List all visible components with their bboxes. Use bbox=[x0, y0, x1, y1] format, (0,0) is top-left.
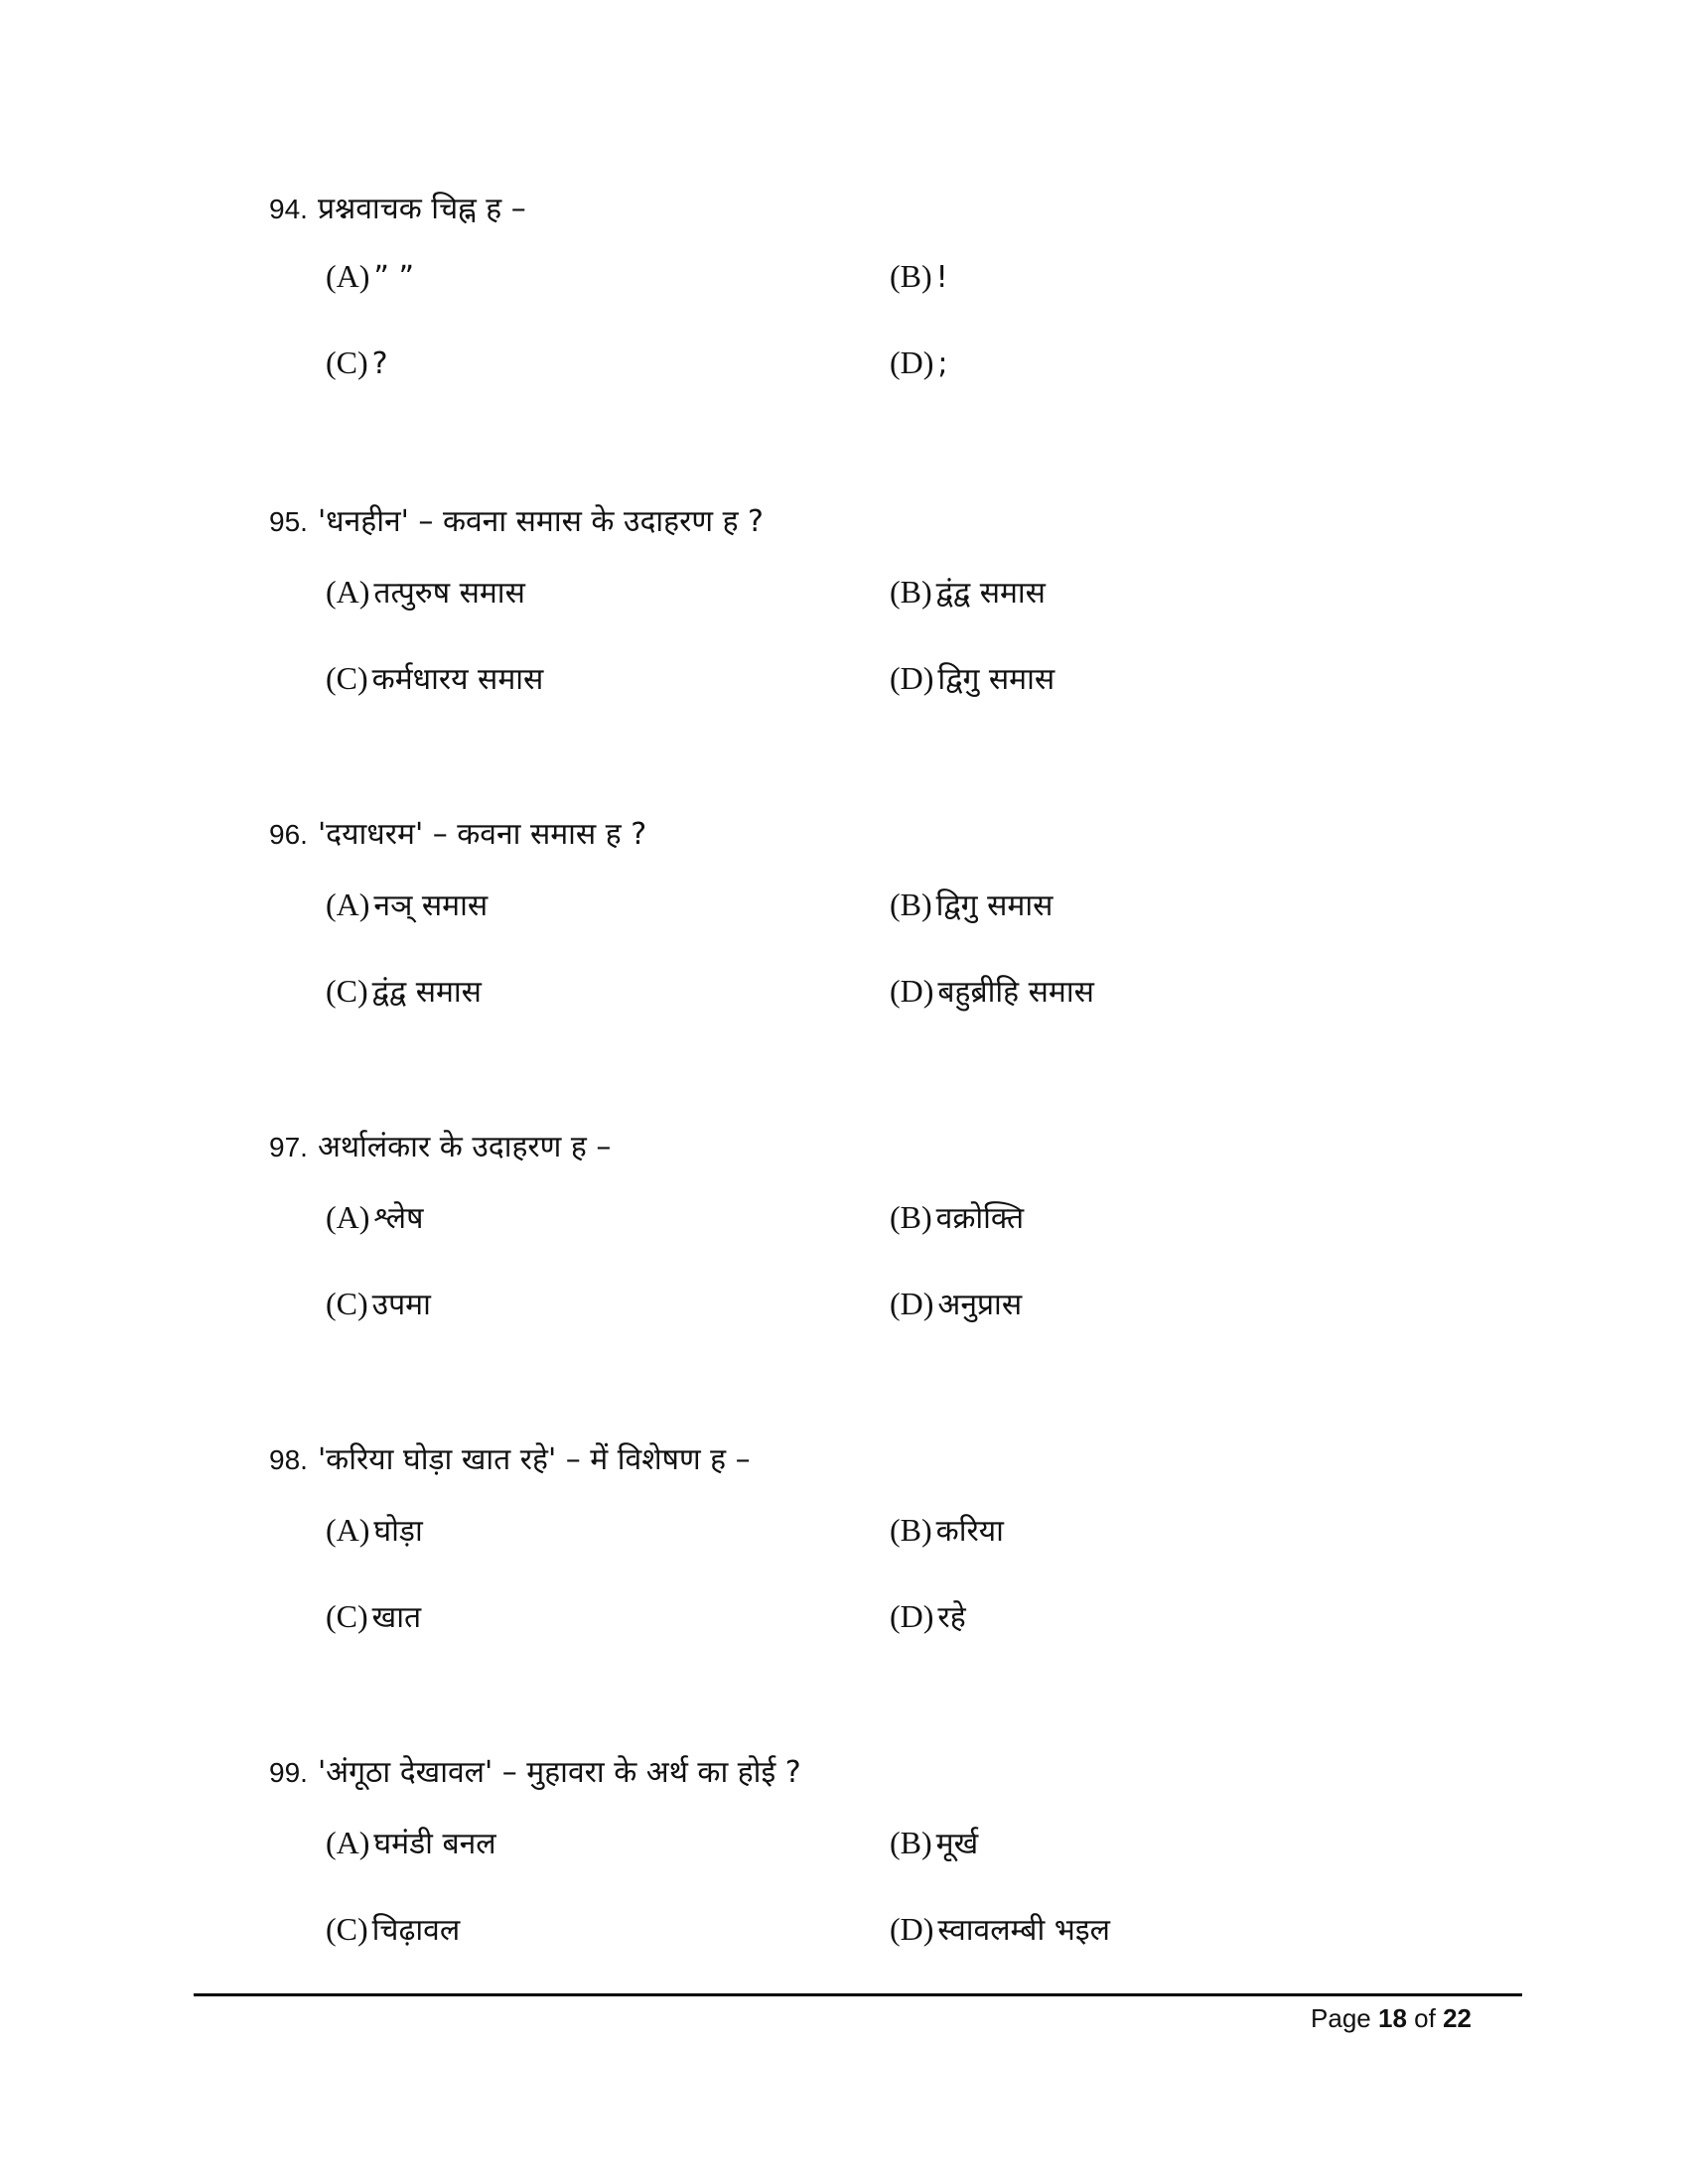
question-stem: 'अंगूठा देखावल' – मुहावरा के अर्थ का होई ? bbox=[317, 1755, 801, 1790]
option-d bbox=[890, 970, 1094, 1011]
option-label: (B) bbox=[890, 574, 932, 610]
option-b bbox=[890, 884, 1053, 924]
option-d bbox=[890, 1908, 1110, 1949]
option-text: ! bbox=[935, 260, 948, 295]
option-a bbox=[326, 1196, 423, 1237]
option-text: अनुप्रास bbox=[937, 1288, 1023, 1322]
option-label: (A) bbox=[326, 258, 370, 294]
question-number: 99. bbox=[269, 1757, 308, 1788]
option-text: द्वंद्व समास bbox=[371, 975, 482, 1010]
question-text bbox=[269, 1125, 611, 1165]
question-stem: 'करिया घोड़ा खात रहे' – में विशेषण ह – bbox=[317, 1442, 751, 1477]
option-a bbox=[326, 884, 488, 924]
footer-divider bbox=[194, 1993, 1522, 1996]
option-text: तत्पुरुष समास bbox=[373, 576, 525, 611]
current-page: 18 bbox=[1378, 2003, 1407, 2033]
question-97 bbox=[269, 1125, 1510, 1403]
question-99 bbox=[269, 1750, 1510, 2028]
option-label: (B) bbox=[890, 887, 932, 922]
option-text: उपमा bbox=[371, 1288, 431, 1322]
option-label: (A) bbox=[326, 887, 370, 922]
option-text: चिढ़ावल bbox=[371, 1913, 461, 1948]
option-text: बहुब्रीहि समास bbox=[937, 975, 1094, 1010]
question-number: 97. bbox=[269, 1132, 308, 1162]
option-text: द्वंद्व समास bbox=[935, 576, 1046, 611]
option-c bbox=[326, 344, 388, 381]
option-a bbox=[326, 1509, 423, 1550]
page-word: Page bbox=[1311, 2003, 1371, 2033]
option-label: (C) bbox=[326, 660, 368, 696]
option-b bbox=[890, 1822, 978, 1862]
option-label: (B) bbox=[890, 1512, 932, 1548]
option-text: ” ” bbox=[373, 260, 415, 295]
option-text: खात bbox=[371, 1600, 422, 1635]
option-text: वक्रोक्ति bbox=[935, 1201, 1025, 1236]
option-text: श्लेष bbox=[373, 1201, 424, 1236]
option-text: द्विगु समास bbox=[935, 888, 1054, 923]
question-number: 96. bbox=[269, 819, 308, 850]
option-label: (B) bbox=[890, 258, 932, 294]
option-c bbox=[326, 657, 543, 698]
question-98 bbox=[269, 1437, 1510, 1715]
option-label: (A) bbox=[326, 1512, 370, 1548]
of-word: of bbox=[1414, 2003, 1436, 2033]
option-label: (D) bbox=[890, 344, 934, 380]
question-text bbox=[269, 499, 764, 540]
question-stem: अर्थालंकार के उदाहरण ह – bbox=[317, 1130, 612, 1164]
option-a bbox=[326, 1822, 496, 1862]
option-text: ; bbox=[937, 346, 948, 381]
option-label: (B) bbox=[890, 1825, 932, 1860]
option-c bbox=[326, 1283, 431, 1323]
option-b bbox=[890, 258, 948, 295]
option-label: (C) bbox=[326, 1911, 368, 1947]
option-c bbox=[326, 970, 482, 1011]
question-number: 98. bbox=[269, 1444, 308, 1475]
question-number: 94. bbox=[269, 194, 308, 224]
option-a bbox=[326, 258, 414, 295]
option-a bbox=[326, 571, 525, 612]
option-text: द्विगु समास bbox=[937, 662, 1055, 697]
option-label: (A) bbox=[326, 574, 370, 610]
option-label: (D) bbox=[890, 660, 934, 696]
option-d bbox=[890, 344, 948, 381]
option-label: (A) bbox=[326, 1199, 370, 1235]
option-text: मूर्ख bbox=[935, 1827, 979, 1861]
page-number bbox=[1311, 2003, 1472, 2034]
option-d bbox=[890, 1283, 1022, 1323]
question-stem: 'दयाधरम' – कवना समास ह ? bbox=[317, 817, 647, 852]
option-text: कर्मधारय समास bbox=[371, 662, 544, 697]
option-label: (A) bbox=[326, 1825, 370, 1860]
question-94 bbox=[269, 187, 1510, 465]
option-text: ? bbox=[371, 346, 388, 381]
option-text: नञ् समास bbox=[373, 888, 489, 923]
option-label: (C) bbox=[326, 344, 368, 380]
option-label: (B) bbox=[890, 1199, 932, 1235]
question-stem: प्रश्नवाचक चिह्न ह – bbox=[317, 192, 526, 226]
question-text bbox=[269, 187, 526, 227]
question-text bbox=[269, 812, 646, 853]
option-label: (D) bbox=[890, 1286, 934, 1321]
question-text bbox=[269, 1437, 751, 1478]
question-text bbox=[269, 1750, 801, 1791]
option-b bbox=[890, 1196, 1024, 1237]
option-text: रहे bbox=[937, 1600, 966, 1635]
option-label: (D) bbox=[890, 973, 934, 1009]
option-label: (C) bbox=[326, 1286, 368, 1321]
question-stem: 'धनहीन' – कवना समास के उदाहरण ह ? bbox=[317, 504, 764, 539]
option-text: घमंडी बनल bbox=[373, 1827, 496, 1861]
option-d bbox=[890, 657, 1055, 698]
question-number: 95. bbox=[269, 506, 308, 537]
option-c bbox=[326, 1908, 460, 1949]
option-text: करिया bbox=[935, 1514, 1004, 1549]
option-label: (D) bbox=[890, 1911, 934, 1947]
option-b bbox=[890, 1509, 1004, 1550]
option-text: स्वावलम्बी भइल bbox=[937, 1913, 1110, 1948]
option-label: (C) bbox=[326, 973, 368, 1009]
option-label: (D) bbox=[890, 1598, 934, 1634]
option-c bbox=[326, 1595, 421, 1636]
option-b bbox=[890, 571, 1046, 612]
total-pages: 22 bbox=[1443, 2003, 1472, 2033]
option-text: घोड़ा bbox=[373, 1514, 423, 1549]
question-96 bbox=[269, 812, 1510, 1090]
option-d bbox=[890, 1595, 966, 1636]
question-95 bbox=[269, 499, 1510, 777]
option-label: (C) bbox=[326, 1598, 368, 1634]
